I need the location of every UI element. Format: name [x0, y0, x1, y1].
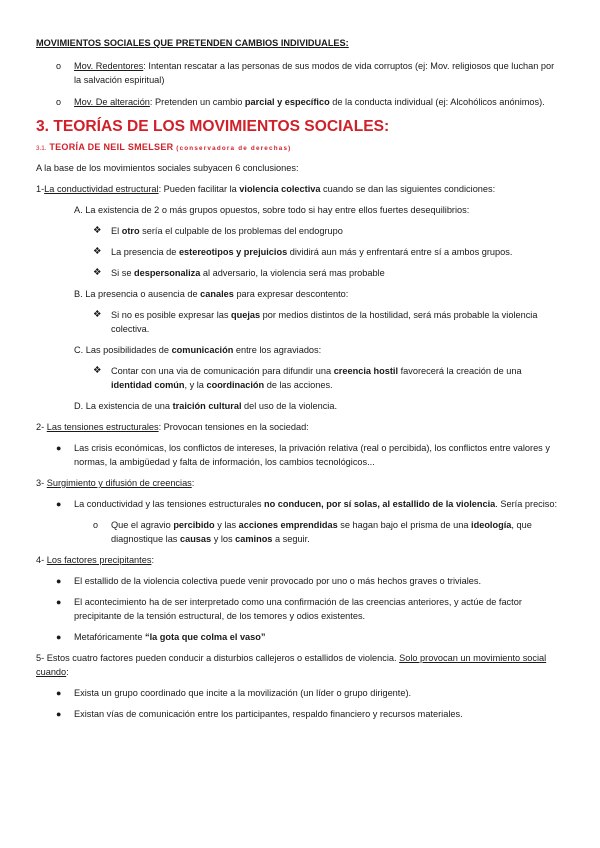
diamond-bullet-icon: ❖ — [93, 309, 102, 320]
list-item: ● Las crisis económicas, los conflictos de intereses, la privación relativa (real o percibida), los conflictos entre valores y normas, la ambigüedad y falta de información, los cambios tecnológicos... — [56, 443, 550, 467]
list-item: ❖ El otro sería el culpable de los problemas del endogrupo — [93, 225, 343, 236]
disc-bullet-icon: ● — [56, 597, 62, 607]
list-item: ● Metafóricamente “la gota que colma el vaso” — [56, 632, 266, 642]
list-item: ● El acontecimiento ha de ser interpretado como una confirmación de las creencias anteriores, y actúe de factor precipitante de la tensión estructural, de los temores y odios existentes. — [56, 597, 522, 621]
diamond-bullet-icon: ❖ — [93, 267, 102, 278]
disc-bullet-icon: ● — [56, 443, 62, 453]
conclusion-4: 4- Los factores precipitantes: — [36, 555, 154, 565]
list-item: ● La conductividad y las tensiones estructurales no conducen, por sí solas, al estallido de la violencia. Sería preciso: — [56, 499, 558, 509]
disc-bullet-icon: ● — [56, 709, 62, 719]
circle-bullet-icon: o — [93, 520, 99, 530]
list-item: o Que el agravio percibido y las acciones emprendidas se hagan bajo el prisma de una ideología, que diagnostique las causas y los caminos a seguir. — [93, 520, 532, 544]
conclusion-3: 3- Surgimiento y difusión de creencias: — [36, 478, 195, 488]
disc-bullet-icon: ● — [56, 632, 62, 642]
section-heading: MOVIMIENTOS SOCIALES QUE PRETENDEN CAMBIOS INDIVIDUALES: — [36, 38, 349, 48]
list-item: ❖ La presencia de estereotipos y prejuicios dividirá aun más y enfrentará entre sí a ambos grupos. — [93, 246, 513, 257]
list-item: ● El estallido de la violencia colectiva puede venir provocado por uno o más hechos graves o triviales. — [56, 576, 482, 586]
diamond-bullet-icon: ❖ — [93, 225, 102, 236]
conclusion-2: 2- Las tensiones estructurales: Provocan tensiones en la sociedad: — [36, 422, 309, 432]
list-item: o Mov. De alteración: Pretenden un cambio parcial y específico de la conducta individual (ej: Alcohólicos anónimos). — [56, 97, 545, 107]
subsection-heading: 3.1. TEORÍA DE NEIL SMELSER (conservadora de derechas) — [36, 142, 292, 152]
list-item: ❖ Si se despersonaliza al adversario, la violencia será mas probable — [93, 267, 385, 278]
diamond-bullet-icon: ❖ — [93, 365, 102, 376]
conclusion-1: 1-La conductividad estructural: Pueden facilitar la violencia colectiva cuando se dan las siguientes condiciones: — [36, 184, 496, 194]
diamond-bullet-icon: ❖ — [93, 246, 102, 257]
disc-bullet-icon: ● — [56, 688, 62, 698]
circle-bullet-icon: o — [56, 61, 62, 71]
term: Mov. Redentores — [74, 61, 144, 71]
list-item: o Mov. Redentores: Intentan rescatar a las personas de sus modos de vida corruptos (ej: Mov. religiosos que luchan por la salvación espiritual) — [56, 61, 555, 85]
term: Mov. De alteración — [74, 97, 150, 107]
condition-d: D. La existencia de una traición cultural del uso de la violencia. — [74, 401, 338, 411]
disc-bullet-icon: ● — [56, 499, 62, 509]
conclusion-5: 5- Estos cuatro factores pueden conducir a disturbios callejeros o estallidos de violencia. Solo provocan un movimiento social cuando: — [36, 653, 547, 677]
list-item: ❖ Contar con una via de comunicación para difundir una creencia hostil favorecerá la creación de una identidad común, y la coordinación de las acciones. — [93, 365, 522, 390]
circle-bullet-icon: o — [56, 97, 62, 107]
intro-text: A la base de los movimientos sociales subyacen 6 conclusiones: — [36, 163, 299, 173]
list-item: ● Existan vías de comunicación entre los participantes, respaldo financiero y recursos materiales. — [56, 709, 463, 719]
chapter-heading: 3. TEORÍAS DE LOS MOVIMIENTOS SOCIALES: — [36, 118, 390, 135]
disc-bullet-icon: ● — [56, 576, 62, 586]
condition-c: C. Las posibilidades de comunicación entre los agraviados: — [74, 345, 322, 355]
list-item: ● Exista un grupo coordinado que incite a la movilización (un líder o grupo dirigente). — [56, 688, 412, 698]
condition-a: A. La existencia de 2 o más grupos opuestos, sobre todo si hay entre ellos fuertes desequilibrios: — [74, 205, 470, 215]
list-item: ❖ Si no es posible expresar las quejas por medios distintos de la hostilidad, será más probable la violencia colectiva. — [93, 309, 538, 334]
condition-b: B. La presencia o ausencia de canales para expresar descontento: — [74, 289, 349, 299]
